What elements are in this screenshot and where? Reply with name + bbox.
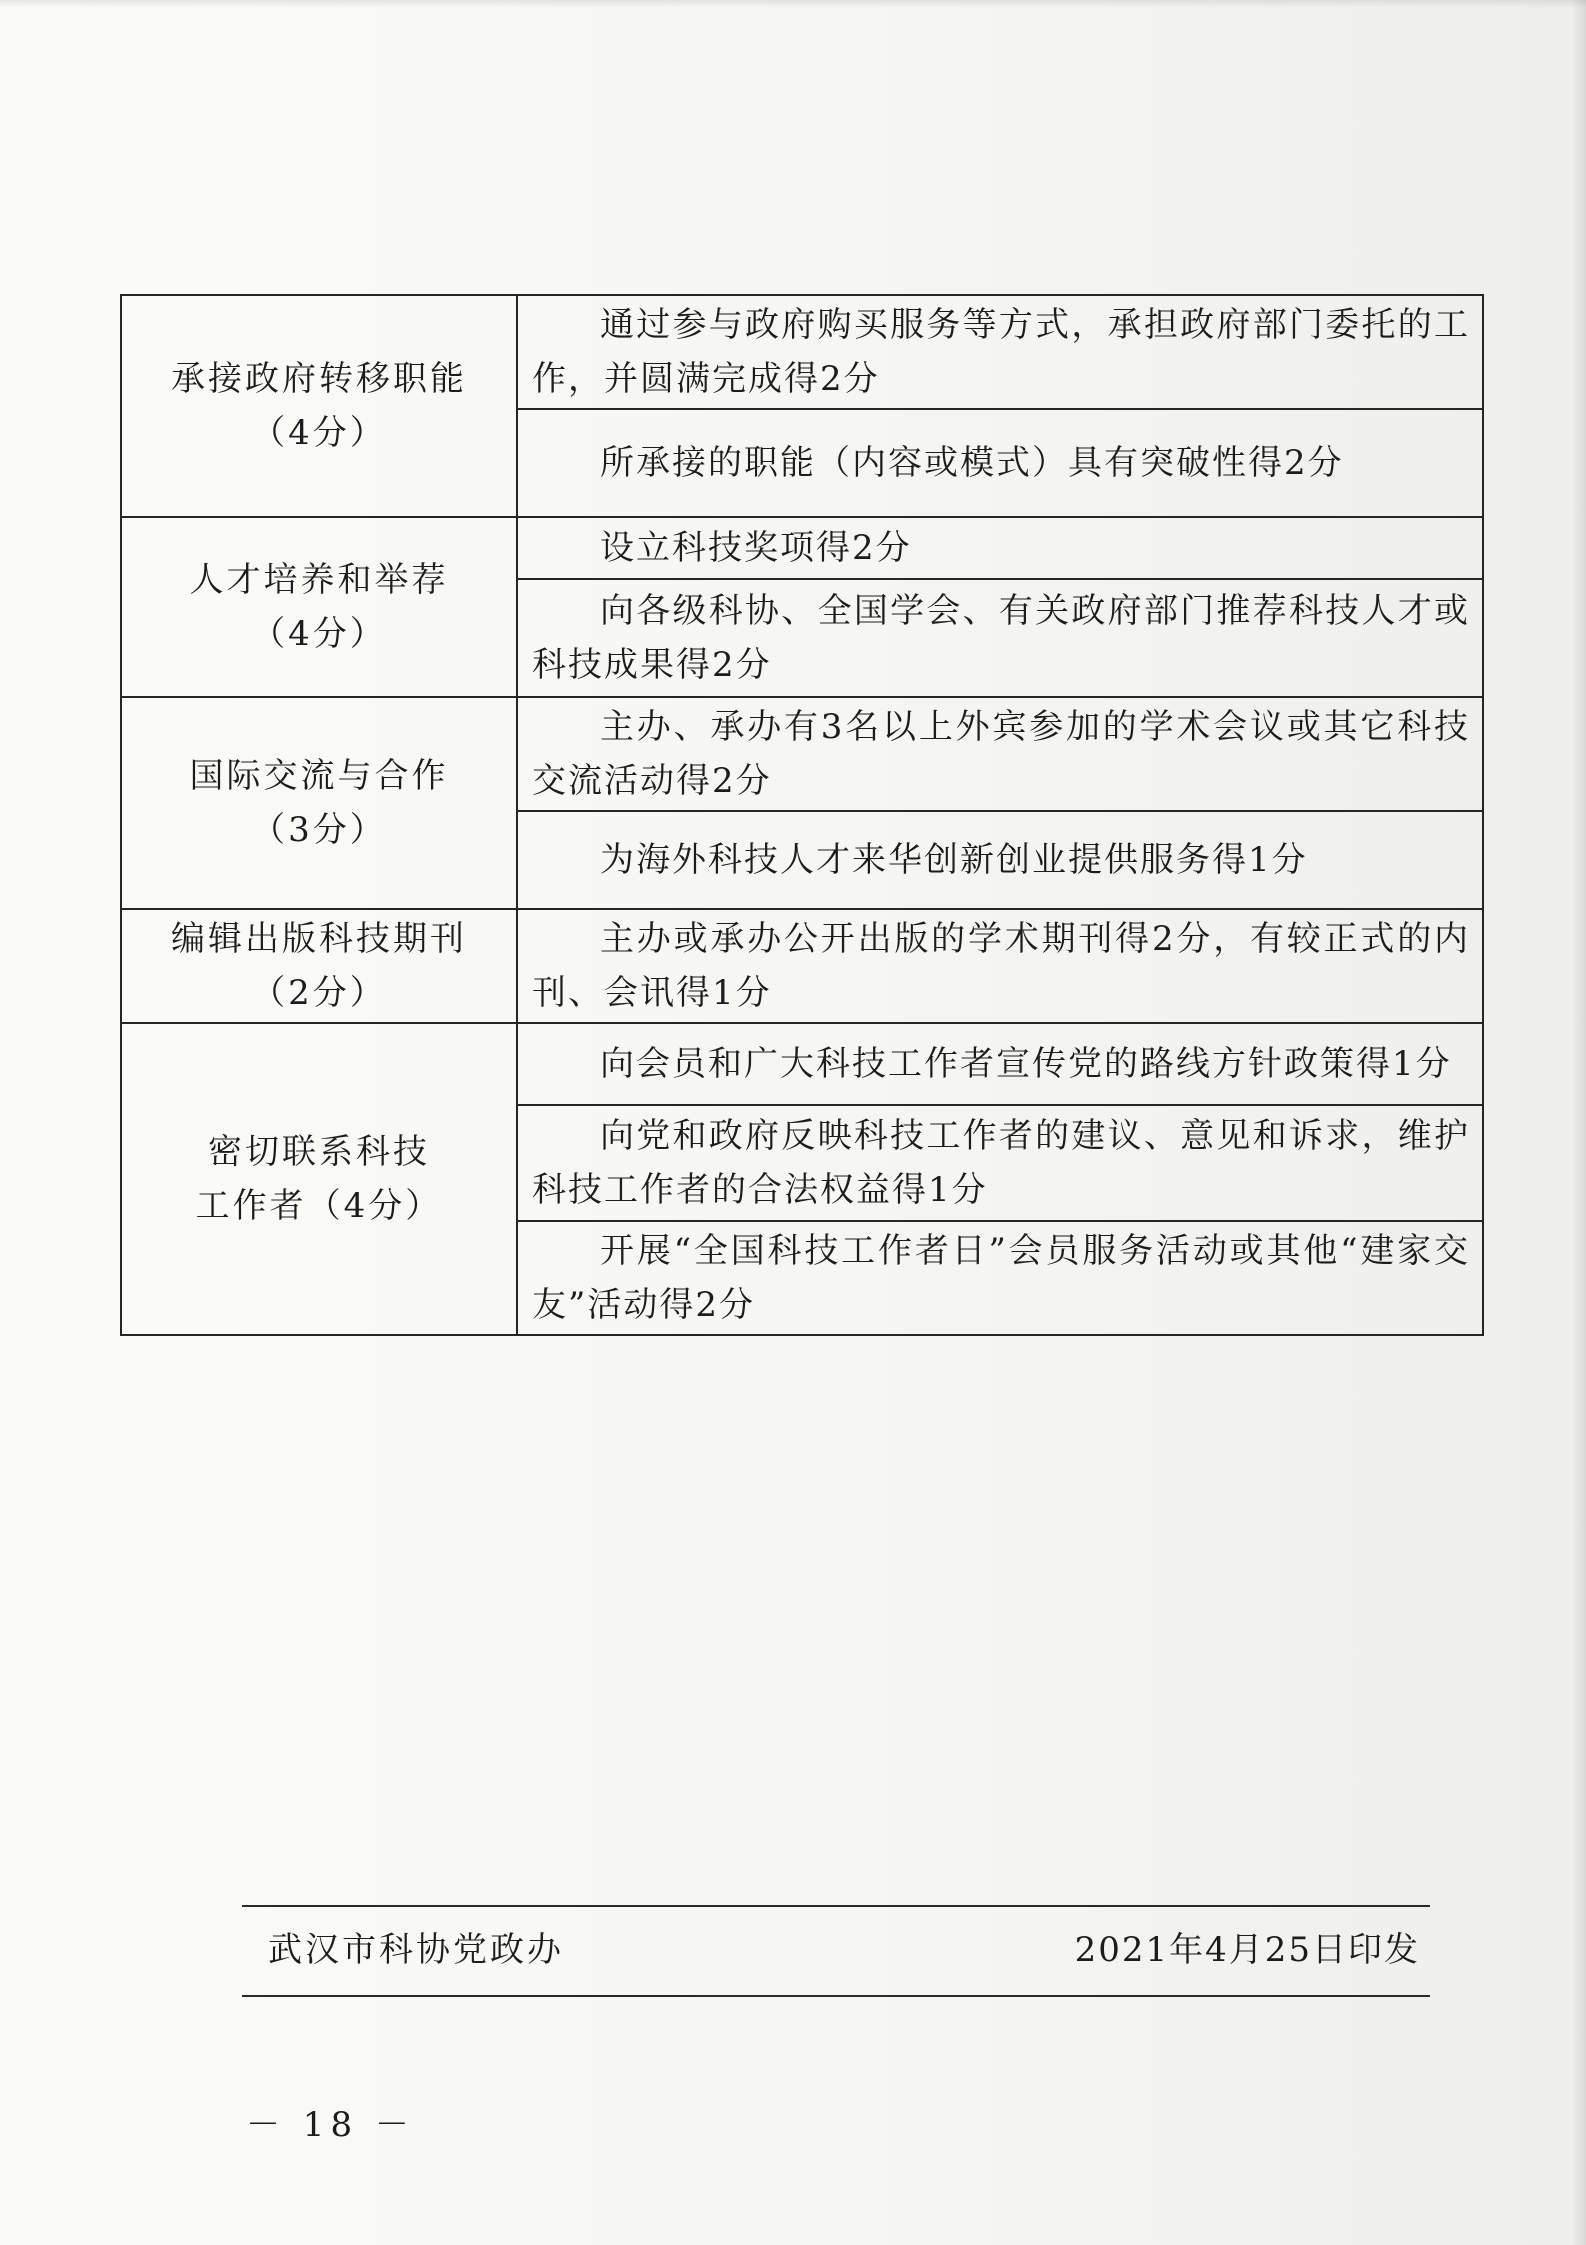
- criterion-cell: [517, 1105, 1483, 1221]
- criterion-text: 为海外科技人才来华创新创业提供服务得1分: [600, 840, 1308, 880]
- criterion-cell: [517, 295, 1483, 409]
- criterion-text: 向各级科协、全国学会、有关政府部门推荐科技人才或科技成果得2分: [532, 591, 1470, 685]
- category-score: （2分）: [251, 973, 387, 1013]
- criterion-cell: [517, 811, 1483, 909]
- criterion-cell: [517, 1221, 1483, 1335]
- criterion-text: 主办、承办有3名以上外宾参加的学术会议或其它科技交流活动得2分: [532, 707, 1470, 801]
- table-row: [121, 1023, 1483, 1105]
- table-row: [121, 517, 1483, 579]
- category-score: 工作者（4分）: [195, 1186, 443, 1226]
- category-name: 承接政府转移职能: [171, 359, 467, 399]
- issue-date: 2021年4月25日印发: [1074, 1930, 1420, 1970]
- category-score: （4分）: [251, 413, 387, 453]
- criterion-cell: [517, 409, 1483, 517]
- category-cell: [121, 517, 517, 697]
- criterion-text: 向党和政府反映科技工作者的建议、意见和诉求，维护科技工作者的合法权益得1分: [532, 1116, 1470, 1210]
- table-row: [121, 697, 1483, 811]
- criterion-cell: [517, 517, 1483, 579]
- criterion-text: 设立科技奖项得2分: [600, 528, 912, 568]
- category-name: 编辑出版科技期刊: [171, 919, 467, 959]
- imprint-bottom-rule: [242, 1995, 1430, 1997]
- imprint-top-rule: [242, 1905, 1430, 1907]
- scan-shadow-top: [0, 0, 1586, 8]
- criterion-text: 主办或承办公开出版的学术期刊得2分，有较正式的内刊、会讯得1分: [532, 919, 1470, 1013]
- criterion-cell: [517, 909, 1483, 1023]
- table-row: [121, 909, 1483, 1023]
- category-name: 国际交流与合作: [189, 756, 449, 796]
- category-score: （3分）: [251, 810, 387, 850]
- scan-shadow-right: [1572, 0, 1586, 2245]
- category-cell: [121, 697, 517, 909]
- category-score: （4分）: [251, 614, 387, 654]
- criterion-text: 所承接的职能（内容或模式）具有突破性得2分: [600, 443, 1344, 483]
- criterion-text: 通过参与政府购买服务等方式，承担政府部门委托的工作，并圆满完成得2分: [532, 305, 1470, 399]
- category-cell: [121, 295, 517, 517]
- category-cell: [121, 1023, 517, 1335]
- issuing-office: 武汉市科协党政办: [268, 1930, 564, 1970]
- criterion-text: 开展“全国科技工作者日”会员服务活动或其他“建家交友”活动得2分: [532, 1231, 1470, 1325]
- scoring-table: [120, 294, 1484, 1336]
- category-cell: [121, 909, 517, 1023]
- category-name: 人才培养和举荐: [189, 560, 449, 600]
- category-name: 密切联系科技: [208, 1132, 430, 1172]
- page-number: － 18 －: [246, 2105, 415, 2145]
- criterion-cell: [517, 1023, 1483, 1105]
- table-row: [121, 295, 1483, 409]
- criterion-text: 向会员和广大科技工作者宣传党的路线方针政策得1分: [600, 1044, 1452, 1084]
- criterion-cell: [517, 579, 1483, 697]
- criterion-cell: [517, 697, 1483, 811]
